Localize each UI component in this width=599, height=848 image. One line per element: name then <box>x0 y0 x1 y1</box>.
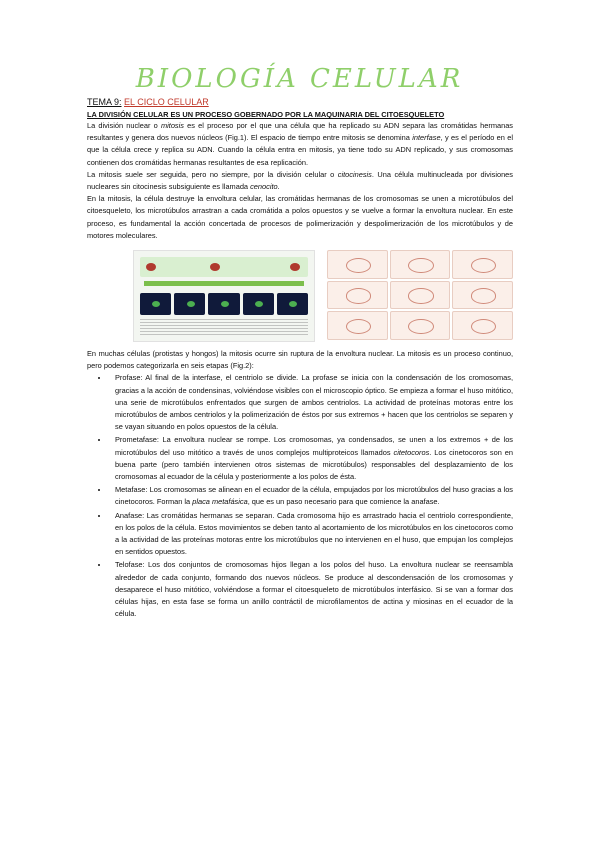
figure-timeline-arrow <box>144 281 304 286</box>
paragraph-mitosis <box>87 120 513 169</box>
text-run: . Los cinetocoros son en buena parte (pero también intervienen otros sistemas de microtúbulos) responsables del desplazamiento de los cromosomas al ecuador de la célula y posteriormente a los polos de ésta. <box>115 447 513 482</box>
text-run: Metafase: Los cromosomas se alinean en el ecuador de la célula, empujados por los microtúbulos del huso gracias a los cinetocoros. Forman la <box>115 485 513 507</box>
list-item-profase: • Profase: Al final de la interfase, el centriolo se divide. La profase se inicia con la condensación de los cromosomas, gracias a la acción de condensinas, volviéndose visibles con el microscopio óptico. Se empieza a formar el huso mitótico, una serie de microtúbulos enfrentados que surgen de ambos centriolos. La actividad de proteínas motoras entre los microtúbulos de ambos centriolos y la polimerización de éstos por sus extremos + hacen que los centriolos se separen y se vayan situando en polos opuestos de la célula. <box>109 372 513 433</box>
text-run: Prometafase: La envoltura nuclear se rompe. Los cromosomas, ya condensados, se unen a los extremos + de los microtúbulos del uso mitótico a través de unos complejos multiproteicos llamados <box>115 435 513 457</box>
list-item-telofase: • Telofase: Los dos conjuntos de cromosomas hijos llegan a los polos del huso. La envoltura nuclear se reensambla alrededor de cada conjunto, formando dos nuevos núcleos. Se produce al descondensación de los cromosomas y desaparece el huso mitótico, volviéndose a formar el citoesqueleto de microtúbulos interfásico. Si se van a formar dos células hijas, en esta fase se forma un anillo contráctil de microfilamentos de actina y miosinas en el ecuador de la célula. <box>109 559 513 620</box>
figure-caption-lines <box>140 319 308 337</box>
term-citocinesis: citocinesis <box>337 169 372 179</box>
section-heading: LA DIVISIÓN CELULAR ES UN PROCESO GOBERNADO POR LA MAQUINARIA DEL CITOESQUELETO <box>87 110 445 119</box>
term-cenocito: cenocito <box>250 182 278 192</box>
topic-name: EL CICLO CELULAR <box>124 97 209 107</box>
text-run: . Una célula multinucleada por divisiones nucleares sin citocinesis subsiguiente es llamada <box>87 169 513 192</box>
page-title: BIOLOGÍA CELULAR <box>135 64 464 94</box>
text-run: La mitosis suele ser seguida, pero no siempre, por la división celular o <box>87 169 338 179</box>
text-run: , y es el período en el que la célula crece y replica su ADN. Cuando la célula entra en mitosis, ya tiene todo su ADN replicado, y sus cromosomas contienen dos cromátidas hermanas resultantes de esa replicación. <box>87 133 513 167</box>
figure-cell-cycle-image <box>133 250 315 342</box>
figure-phase-band <box>140 257 308 277</box>
figure-micrographs <box>140 293 308 315</box>
topic-number: TEMA 9: <box>87 97 122 107</box>
paragraph-citocinesis <box>87 169 513 193</box>
text-run: . <box>277 182 280 192</box>
document-body <box>87 96 513 622</box>
term-citetocoros: citetocoros <box>393 447 430 457</box>
paragraph-microtubulos: En la mitosis, la célula destruye la envoltura celular, las cromátidas hermanas de los cromosomas se unen a microtúbulos del citoesqueleto, los microtúbulos arrastran a cada cromátida a polos opuestos y se vuelve a formar la envoltura nuclear. En este proceso, es fundamental la acción concertada de procesos de polimerización y despolimerización de los microtúbulos y de motores moleculares. <box>87 194 513 240</box>
text-run: , que es un paso necesario para que comience la anafase. <box>247 497 440 507</box>
list-item-anafase: • Anafase: Las cromátidas hermanas se separan. Cada cromosoma hijo es arrastrado hacia el centriolo correspondiente, en los polos de la célula. Estos movimientos se deben tanto al acortamiento de los microtúbulos en los cinetocoros como a la actividad de las proteínas motoras entre los microtúbulos que no intervienen en el huso, que empujan los complejos en sentidos opuestos. <box>109 510 513 559</box>
topic-line <box>87 96 513 108</box>
list-item-prometafase <box>109 434 513 483</box>
paragraph-etapas: En muchas células (protistas y hongos) la mitosis ocurre sin ruptura de la envoltura nuclear. La mitosis es un proceso continuo, pero podemos categorizarla en seis etapas (Fig.2): <box>87 349 513 371</box>
figures-row <box>87 250 513 342</box>
text-run: La división nuclear o <box>87 121 161 130</box>
phases-list <box>87 372 513 620</box>
list-item-metafase <box>109 484 513 508</box>
term-interfase: interfase <box>412 133 441 143</box>
term-mitosis: mitosis <box>160 121 184 130</box>
term-placa-metafasica: placa metafásica <box>192 497 248 507</box>
figure-mitosis-stages-image <box>327 250 513 340</box>
text-run: es el proceso por el que una célula que ha replicado su ADN separa las cromátidas hermanas resultantes y genera dos nuevos núcleos (Fig.1). El espacio de tiempo entre mitosis se denomina <box>87 121 513 143</box>
